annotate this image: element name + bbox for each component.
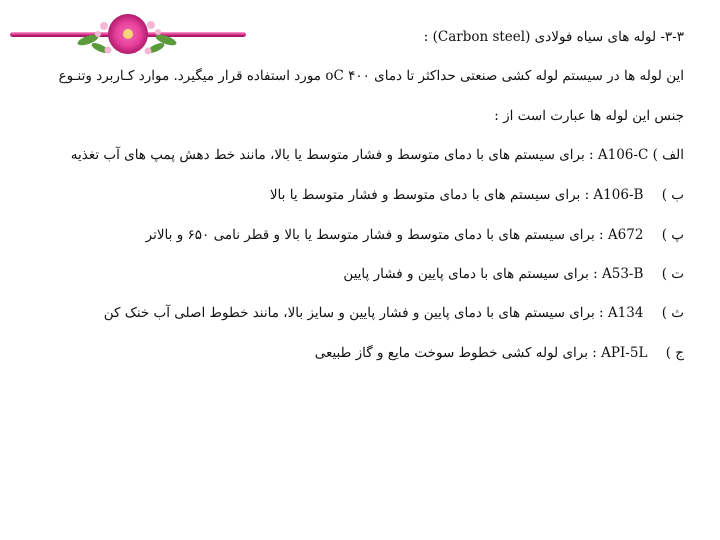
item-text: : برای سیستم های با دمای متوسط و فشار متوسط یا بالا <box>269 187 590 203</box>
item-text: : برای سیستم های با دمای متوسط و فشار متوسط یا بالا و قطر نامی ۶۵۰ و بالاتر <box>145 227 604 243</box>
item-marker: ث ) <box>661 305 684 321</box>
item-code: A672 <box>607 227 644 243</box>
intro-text-a: این لوله ها در سیستم لوله کشی صنعتی حداکثر تا دمای ۴۰۰ <box>348 68 684 84</box>
item-marker: ج ) <box>665 345 684 361</box>
intro-line-2: جنس این لوله ها عبارت است از : <box>494 108 684 124</box>
flower-ornament <box>8 10 248 58</box>
list-item <box>315 344 684 362</box>
list-item <box>71 146 684 164</box>
item-code: A134 <box>607 305 644 321</box>
heading-latin: (Carbon steel) <box>432 29 531 45</box>
item-code: A53-B <box>602 266 644 282</box>
list-item <box>270 186 684 204</box>
item-text: : برای سیستم های با دمای پایین و فشار پایین <box>343 266 598 282</box>
item-marker: پ ) <box>661 227 684 243</box>
list-item <box>343 265 684 283</box>
item-text: : برای لوله کشی خطوط سوخت مایع و گاز طبیعی <box>314 345 597 361</box>
heading-number: ۳-۳- <box>660 29 684 45</box>
list-item <box>146 226 684 244</box>
item-text: : برای سیستم های با دمای پایین و فشار پایین و سایز بالا، مانند خطوط اصلی آب خنک کن <box>103 305 604 321</box>
heading-title: لوله های سیاه فولادی <box>534 29 657 45</box>
item-code: API-5L <box>601 345 648 361</box>
item-marker: الف ) <box>652 147 684 163</box>
item-text: : برای سیستم های با دمای متوسط و فشار متوسط یا بالا، مانند خط دهش پمپ های آب تغذیه <box>70 147 594 163</box>
intro-text-b: مورد استفاده قرار میگیرد. موارد کـاربرد وتنـوع <box>58 68 322 84</box>
item-marker: ت ) <box>661 266 684 282</box>
intro-unit: oC <box>325 68 344 84</box>
list-item <box>104 304 684 322</box>
section-heading <box>424 28 684 46</box>
item-code: A106-B <box>593 187 644 203</box>
item-marker: ب ) <box>661 187 684 203</box>
heading-suffix: : <box>423 29 429 45</box>
item-code: A106-C <box>597 147 649 163</box>
flower-icon <box>108 14 148 54</box>
intro-line-1 <box>59 67 684 85</box>
